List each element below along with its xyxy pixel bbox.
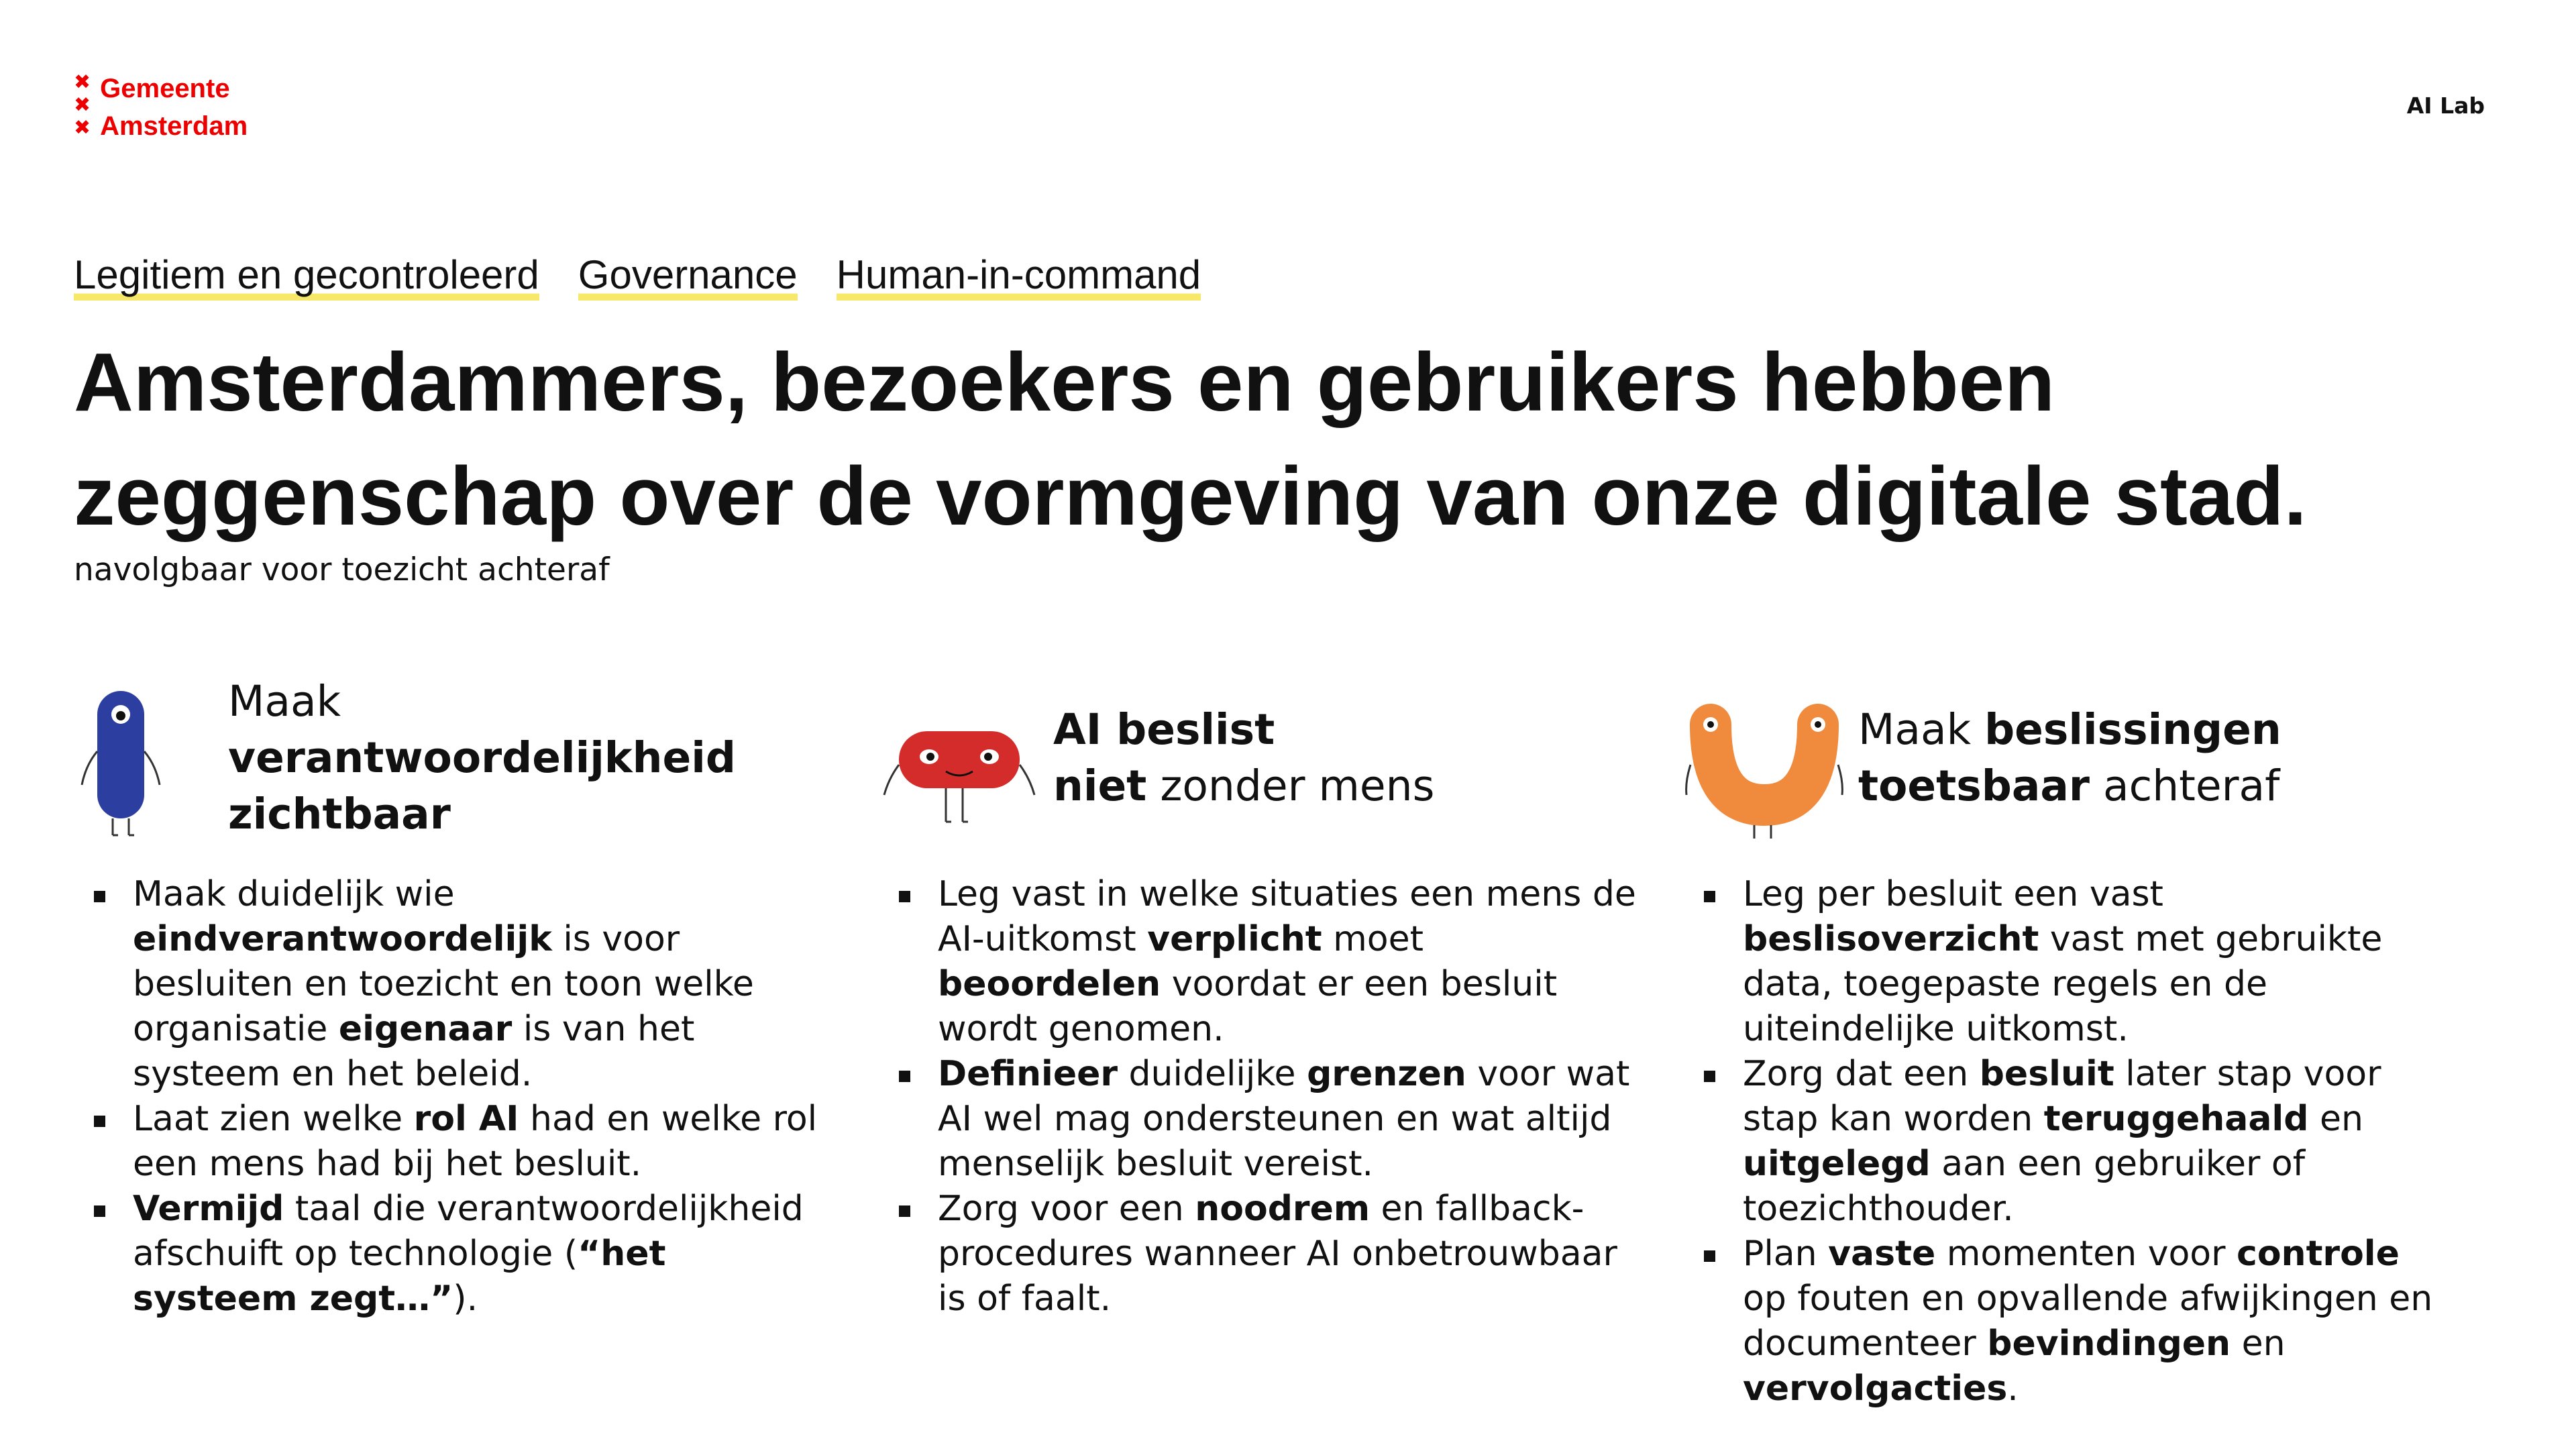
column-title bbox=[228, 674, 832, 843]
section-label: AI Lab bbox=[2406, 93, 2485, 119]
list-item: Zorg dat een besluit later stap voor stap kan worden teruggehaald en uitgelegd aan een gebruiker of toezichthouder. bbox=[1684, 1052, 2442, 1232]
logo-line-2: Amsterdam bbox=[100, 111, 248, 141]
title-text: zonder mens bbox=[1146, 761, 1435, 810]
page-headline: Amsterdammers, bezoekers en gebruikers hebben zeggenschap over de vormgeving van onze digitale stad. bbox=[74, 337, 2307, 543]
logo-line-1: Gemeente bbox=[100, 74, 230, 103]
page-subline: navolgbaar voor toezicht achteraf bbox=[74, 551, 610, 588]
column-header bbox=[74, 664, 832, 852]
tag-governance: Governance bbox=[578, 250, 798, 301]
tag-list bbox=[74, 250, 1201, 301]
column-toetsbaar bbox=[1684, 664, 2442, 1411]
column-title bbox=[1053, 702, 1434, 814]
list-item: Maak duidelijk wie eindverantwoordelijk is voor besluiten en toezicht en toon welke organisatie eigenaar is van het systeem en het beleid. bbox=[74, 872, 832, 1097]
list-item: Laat zien welke rol AI had en welke rol een mens had bij het besluit. bbox=[74, 1097, 832, 1187]
cross-icon: ✖ bbox=[74, 116, 91, 140]
blue-pill-mascot-icon bbox=[74, 678, 174, 839]
andreas-crosses-icon bbox=[74, 70, 91, 145]
tag-human-in-command: Human-in-command bbox=[837, 250, 1201, 301]
list-item: Definieer duidelijke grenzen voor wat AI wel mag ondersteunen en wat altijd menselijk besluit vereist. bbox=[879, 1052, 1637, 1187]
list-item: Leg per besluit een vast beslisoverzicht vast met gebruikte data, toegepaste regels en de uiteindelijke uitkomst. bbox=[1684, 872, 2442, 1052]
title-text: Maak bbox=[1858, 705, 1985, 754]
title-text: Maak bbox=[228, 677, 341, 726]
column-verantwoordelijkheid bbox=[74, 664, 832, 1322]
column-title bbox=[1858, 702, 2442, 814]
column-ai-beslist bbox=[879, 664, 1637, 1322]
list-item: Plan vaste momenten voor controle op fouten en opvallende afwijkingen en documenteer bevindingen en vervolgacties. bbox=[1684, 1232, 2442, 1411]
orange-horseshoe-mascot-icon bbox=[1684, 678, 1845, 839]
title-text: achteraf bbox=[2089, 761, 2280, 810]
title-bold: verantwoordelijkheid zichtbaar bbox=[228, 733, 736, 839]
logo-wordmark bbox=[100, 70, 248, 145]
list-item: Vermijd taal die verantwoordelijkheid afschuift op technologie (“het systeem zegt…”). bbox=[74, 1187, 832, 1322]
list-item: Zorg voor een noodrem en fallback-procedures wanneer AI onbetrouwbaar is of faalt. bbox=[879, 1187, 1637, 1322]
red-capsule-mascot-icon bbox=[879, 678, 1040, 839]
gemeente-amsterdam-logo[interactable] bbox=[74, 70, 248, 145]
title-bold: beslissingen toetsbaar bbox=[1858, 705, 2282, 810]
list-item: Leg vast in welke situaties een mens de AI-uitkomst verplicht moet beoordelen voordat er een besluit wordt genomen. bbox=[879, 872, 1637, 1052]
title-bold: niet bbox=[1053, 761, 1147, 810]
title-bold: AI beslist bbox=[1053, 705, 1275, 754]
cross-icon: ✖ bbox=[74, 93, 91, 117]
tag-legitiem: Legitiem en gecontroleerd bbox=[74, 250, 539, 301]
bullet-list bbox=[74, 872, 832, 1322]
bullet-list bbox=[1684, 872, 2442, 1411]
column-header bbox=[879, 664, 1637, 852]
bullet-list bbox=[879, 872, 1637, 1322]
column-header bbox=[1684, 664, 2442, 852]
cross-icon: ✖ bbox=[74, 70, 91, 94]
